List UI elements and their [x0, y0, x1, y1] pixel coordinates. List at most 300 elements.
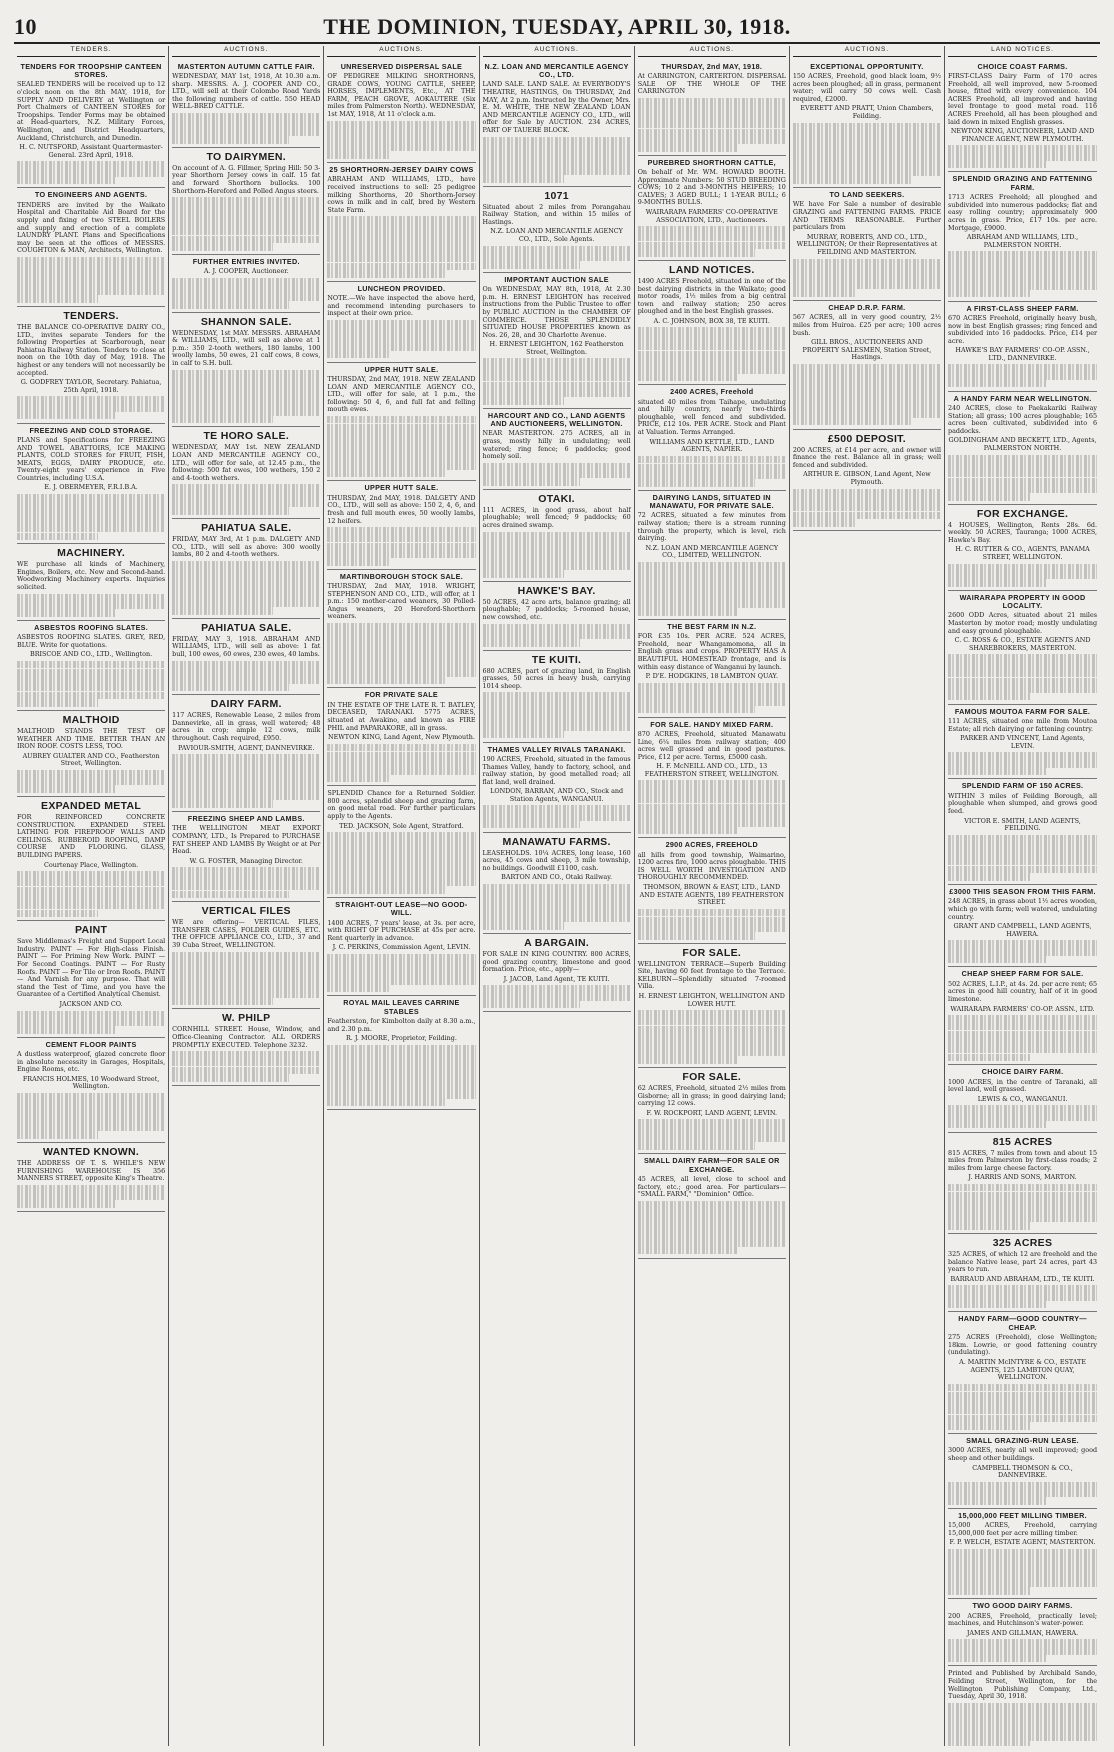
ad-body: 15,000 ACRES, Freehold, carrying 15,000,000 feet per acre milling timber. [948, 1521, 1098, 1537]
ad-body: LEASEHOLDS. 10¼ ACRES, long lease, 160 acres, 45 cows and sheep, 3 mile township, no buildings. Goodwill £1100, cash. [482, 848, 631, 872]
text-line [948, 752, 1097, 760]
ad-signature: GILL BROS., AUCTIONEERS AND PROPERTY SALESMEN, Station Street, Hastings. [802, 338, 932, 362]
text-line [948, 1293, 1097, 1301]
text-line [948, 478, 1097, 486]
text-line [483, 821, 581, 829]
text-line [483, 715, 631, 723]
text-line [327, 424, 475, 432]
advertisement [638, 156, 786, 261]
text-line [948, 1549, 1097, 1557]
text-line [172, 197, 320, 205]
advertisement [948, 1434, 1097, 1509]
text-line [483, 708, 631, 716]
text-line [638, 1142, 755, 1150]
text-line [172, 982, 320, 990]
text-line [172, 599, 320, 607]
text-line [948, 850, 1097, 858]
text-line [327, 962, 475, 970]
text-line [327, 462, 475, 470]
advertisement [638, 838, 786, 943]
text-line [638, 249, 755, 257]
text-line [948, 873, 1030, 881]
ad-body: 2600 ODD Acres, situated about 21 miles Masterton by motor road; mostly undulating and easy ground ploughable. [948, 611, 1098, 635]
ad-body: THE WELLINGTON MEAT EXPORT COMPANY, LTD., Is Prepared to PURCHASE FAT SHEEP AND LAMBS By Weight or at Per Head. [172, 824, 321, 856]
text-line [948, 693, 1030, 701]
text-line [327, 767, 475, 775]
text-line [948, 1105, 1097, 1113]
text-line [638, 608, 739, 616]
ad-title: 325 ACRES [992, 1237, 1053, 1249]
text-line [948, 1031, 1097, 1039]
advertisement [793, 301, 941, 429]
ad-body: situated 40 miles from Taihape, undulating and hilly country, nearly two-thirds ploughable, well fenced and subdivided. PRICE, £12 10s. PER ACRE. Stock and Plant at Valuation. Terms Arranged. [637, 397, 786, 437]
advertisement [948, 1599, 1097, 1666]
text-line [948, 1557, 1097, 1565]
advertisement [17, 188, 165, 307]
ad-title: PAHIATUA SALE. [201, 621, 292, 634]
ad-title: MALTHOID [62, 713, 120, 726]
text-line [638, 335, 786, 343]
text-line [17, 295, 98, 303]
advertisement [172, 902, 320, 1009]
text-line [172, 576, 320, 584]
text-line [638, 788, 786, 796]
advertisement [948, 172, 1097, 301]
text-line [17, 494, 165, 502]
ad-title: TO DAIRYMEN. [206, 150, 286, 163]
text-line [172, 301, 289, 309]
ad-signature: GRANT AND CAMPBELL, LAND AGENTS, HAWERA. [953, 922, 1092, 938]
text-line [327, 121, 475, 129]
column-1 [14, 46, 169, 1746]
ad-signature: H. C. RUTTER & CO., AGENTS, PANAMA STREET, WELLINGTON. [955, 545, 1090, 561]
text-line [638, 351, 786, 359]
text-line [638, 1135, 786, 1143]
ad-title: EXCEPTIONAL OPPORTUNITY. [810, 61, 924, 71]
text-line [172, 293, 320, 301]
text-line [172, 668, 320, 676]
text-line [793, 176, 913, 184]
advertisement [483, 934, 631, 1012]
ad-title: LAND NOTICES. [668, 263, 755, 276]
text-line [17, 502, 165, 510]
ad-body: WELLINGTON TERRACE—Superb Building Site, having 60 feet frontage to the Terrace. KELBURN—Splendidly situated 7-roomed Villa. [637, 959, 786, 991]
text-line [327, 447, 475, 455]
text-line [638, 1239, 786, 1247]
text-line [17, 265, 165, 273]
column-heading: AUCTIONS. [638, 46, 786, 57]
advertisement [948, 505, 1097, 591]
text-line [483, 160, 631, 168]
text-line [483, 167, 631, 175]
text-line [793, 364, 941, 372]
text-line [172, 1059, 320, 1067]
text-line [948, 564, 1097, 572]
advertisement [638, 1068, 786, 1154]
text-line [793, 169, 941, 177]
advertisement [483, 651, 631, 743]
text-line [327, 638, 475, 646]
text-line [638, 1247, 739, 1255]
text-line [17, 778, 165, 786]
text-line [483, 246, 631, 254]
text-line [17, 601, 165, 609]
text-line [17, 887, 165, 895]
text-line [793, 402, 941, 410]
ad-signature: G. GODFREY TAYLOR, Secretary. Pahiatua, 25th April, 1918. [20, 378, 162, 394]
text-line [793, 504, 941, 512]
text-line [948, 251, 1097, 259]
text-line [483, 555, 631, 563]
ad-body: WEDNESDAY, MAY 1st, 1918, At 10.30 a.m. sharp. MESSRS. A. J. COOPER AND CO., LTD., will sell at their Colombo Road Yards the following numbers of cattle. 550 HEAD WELL-BRED CATTLE. [172, 72, 321, 111]
text-line [948, 372, 1097, 380]
ad-body: ASBESTOS ROOFING SLATES. GREY, RED, BLUE. Write for quotations. [17, 633, 166, 649]
ad-body: 870 ACRES, Freehold, situated Manawatu Line, 6¼ miles from railway station; 400 acres well grassed and in good pastures. Price, £12 per acre. Terms, £5000 cash. [637, 729, 786, 761]
text-line [172, 952, 320, 960]
text-line [948, 654, 1097, 662]
text-line [327, 543, 475, 551]
advertisement [172, 60, 320, 148]
text-line [638, 1231, 786, 1239]
ad-title: UPPER HUTT SALE. [364, 364, 439, 374]
ad-body: FRIDAY, MAY 3rd, At 1 p.m. DALGETY AND CO., LTD., will sell as above: 300 woolly lambs, 80 2 and 4-tooth wethers. [172, 535, 321, 559]
text-line [483, 805, 631, 813]
text-line [172, 1074, 289, 1082]
text-line [638, 585, 786, 593]
ad-signature: J. HARRIS AND SONS, MARTON. [968, 1173, 1077, 1182]
ad-signature: H. F. McNEILL AND CO., LTD., 13 FEATHERSTON STREET, WELLINGTON. [644, 762, 779, 778]
text-line [638, 706, 755, 714]
advertisement [172, 619, 320, 696]
text-line [327, 1045, 475, 1053]
ad-title: CHOICE DAIRY FARM. [981, 1067, 1064, 1077]
advertisement [638, 60, 786, 156]
advertisement [948, 1666, 1097, 1746]
text-line [327, 239, 475, 247]
text-line [17, 910, 98, 918]
text-line [327, 661, 475, 669]
text-line [948, 274, 1097, 282]
advertisement [17, 921, 165, 1037]
advertisement [793, 430, 941, 531]
text-line [948, 290, 1030, 298]
ad-body: 62 ACRES, Freehold, situated 2½ miles from Gisborne; all in grass; in good dairying land; carrying 12 cows. [637, 1083, 786, 1108]
text-line [172, 205, 320, 213]
advertisement [948, 779, 1097, 885]
text-line [948, 1207, 1097, 1215]
ad-body: 1000 ACRES, in the centre of Taranaki, all level land, well grassed. [948, 1077, 1098, 1094]
text-line [483, 382, 631, 390]
text-line [172, 377, 320, 385]
text-line [172, 408, 320, 416]
text-line [638, 917, 786, 925]
ad-title: £500 DEPOSIT. [827, 432, 906, 445]
ad-title: 2900 ACRES, FREEHOLD [665, 840, 758, 850]
advertisement [327, 481, 475, 569]
ad-body: FOR SALE IN KING COUNTRY. 800 ACRES, good grazing country, limestone and good formation. Price, etc., apply— [482, 950, 631, 974]
text-line [638, 924, 786, 932]
text-line [948, 858, 1097, 866]
text-line [948, 1023, 1097, 1031]
ad-title: THAMES VALLEY RIVALS TARANAKI. [487, 744, 626, 754]
text-line [17, 1011, 165, 1019]
ad-signature: P. D'E. HODGKINS, 18 LAMBTON QUAY. [645, 672, 778, 681]
advertisement [793, 60, 941, 188]
text-line [948, 1580, 1097, 1588]
text-line [483, 631, 631, 639]
ad-title: DAIRY FARM. [210, 698, 282, 711]
ad-title: UPPER HUTT SALE. [364, 483, 439, 493]
ad-title: CHEAP D.R.P. FARM. [828, 303, 906, 313]
text-line [17, 257, 165, 265]
ad-title: SPLENDID FARM OF 150 ACRES. [961, 781, 1084, 791]
text-line [638, 1049, 786, 1057]
column-heading: TENDERS. [17, 46, 165, 57]
text-line [17, 1101, 165, 1109]
advertisement [483, 833, 631, 935]
ad-signature: A. C. JOHNSON, BOX 38, TE KUITI. [653, 316, 770, 325]
text-line [638, 234, 786, 242]
ad-signature: BRISCOE AND CO., LTD., Wellington. [30, 650, 153, 659]
text-line [327, 677, 447, 685]
text-line [483, 358, 631, 366]
ad-signature: J. C. PERKINS, Commission Agent, LEVIN. [332, 943, 471, 952]
ad-body: 502 ACRES, L.I.P., at 4s. 2d. per acre rent; 65 acres in good hill country, half of it in good limestone. [948, 979, 1098, 1003]
text-line [638, 1224, 786, 1232]
ad-title: MARTINBOROUGH STOCK SALE. [339, 571, 464, 581]
ad-body: 1400 ACRES, 7 years' lease, at 3s. per acre, with RIGHT OF PURCHASE at 45s per acre. Rent quarterly in advance. [327, 918, 476, 942]
ad-title: TO LAND SEEKERS. [829, 190, 905, 200]
ad-body: WEDNESDAY, MAY 1st. NEW ZEALAND LOAN AND MERCANTILE AGENCY CO., LTD., will offer for sale, at 12.45 p.m., the following: 500 fat ewes, 100 wethers, 150 2 and 4-tooth wethers. [172, 443, 321, 482]
text-line [483, 374, 631, 382]
text-line [948, 1199, 1097, 1207]
advertisement [327, 570, 475, 689]
advertisement [948, 1234, 1097, 1312]
text-line [327, 832, 475, 840]
text-line [17, 609, 115, 617]
advertisement [948, 591, 1097, 705]
text-line [483, 389, 631, 397]
ad-body: FIRST-CLASS Dairy Farm of 170 acres Freehold, all well improved, new 5-roomed house, fitted with every convenience. 104 ACRES Freehold, all improved and having level frontage to good metal road. 116 ACRES Freehold, all has been ploughed and laid down in mixed English grasses. [948, 72, 1098, 126]
column-4 [480, 46, 635, 1746]
text-line [948, 768, 1046, 776]
text-line [327, 232, 475, 240]
advertisement [327, 688, 475, 786]
text-line [327, 977, 475, 985]
ad-title: UNRESERVED DISPERSAL SALE [340, 61, 463, 71]
text-line [17, 1018, 165, 1026]
text-line [483, 539, 631, 547]
ad-body: 200 ACRES, Freehold, practically level; machines, and Hutchinson's water-power. [948, 1611, 1098, 1628]
text-line [17, 533, 98, 541]
text-line [483, 1001, 581, 1009]
masthead [14, 6, 1100, 40]
text-line [948, 485, 1097, 493]
ad-body: 72 ACRES, situated a few minutes from railway station; there is a stream running through the property, which is level, rich dairying. [637, 511, 786, 543]
ad-body: OF PEDIGREE MILKING SHORTHORNS, GRADE COWS, YOUNG CATTLE, SHEEP, HORSES, IMPLEMENTS, Etc., AT THE FARM, PEACH GROVE, AOKAUTERE (Six miles from Palmerston North). WEDNESDAY, 1st MAY, 1918, At 11 o'clock a.m. [327, 72, 476, 118]
text-line [638, 121, 786, 129]
text-line [638, 811, 786, 819]
advertisement [948, 885, 1097, 967]
ad-signature: N.Z. LOAN AND MERCANTILE AGENCY CO., LTD., Sole Agents. [490, 227, 623, 244]
text-line [948, 1222, 1030, 1230]
text-line [948, 842, 1097, 850]
advertisement [638, 718, 786, 839]
ad-body: 1713 ACRES Freehold; all ploughed and subdivided into numerous paddocks; flat and easy rolling country; approximately 900 acres in grass. Price, £17 10s. per acre. Mortgage, £9000. [948, 193, 1098, 232]
text-line [172, 236, 320, 244]
text-line [638, 343, 786, 351]
column-5 [635, 46, 790, 1746]
text-line [948, 1422, 1030, 1430]
ad-signature: NEWTON KING, Land Agent, New Plymouth. [327, 733, 475, 742]
ad-signature: MURRAY, ROBERTS, AND CO., LTD., WELLINGTON; Or their Representatives at FEILDING AND MASTERTON. [796, 232, 938, 257]
ad-body: IN THE ESTATE OF THE LATE R. T. BATLEY, DECEASED, TARANAKI. 5775 ACRES, situated at Awakino, and known as FIRE PHIL and PAPARAKORE, all in grass. [327, 700, 476, 732]
text-line [483, 985, 631, 993]
text-line [17, 272, 165, 280]
ad-title: FAMOUS MOUTOA FARM FOR SALE. [954, 706, 1091, 716]
advertisement [948, 60, 1097, 173]
ad-body: 680 ACRES, part of grazing land, in English grasses, 50 acres in heavy bush, carrying 1014 sheep. [482, 666, 631, 690]
ad-title: EXPANDED METAL [41, 799, 142, 812]
ad-body: On account of A. G. Fillmer, Spring Hill: 50 3-year Shorthorn Jersey cows in calf. 15 fat and forward Shorthorn bullocks. 100 Shorthorn-Hereford and Polled Angus steers. [172, 163, 321, 195]
ad-signature: AUBREY GUALTER AND CO., Featherston Street, Wellington. [22, 751, 160, 768]
text-line [17, 1193, 165, 1201]
advertisement [638, 491, 786, 620]
text-line [793, 138, 941, 146]
text-line [948, 571, 1097, 579]
text-line [17, 412, 115, 420]
text-line [638, 226, 786, 234]
text-line [172, 684, 289, 692]
text-line [638, 698, 786, 706]
text-line [327, 840, 475, 848]
advertisement [638, 1154, 786, 1258]
advertisement [948, 1065, 1097, 1132]
page-number: 10 [14, 14, 37, 39]
ad-body: 111 ACRES, situated one mile from Moutoa Estate; all rich dairying or fattening country. [948, 716, 1098, 733]
text-line [327, 439, 475, 447]
text-line [948, 670, 1097, 678]
ad-title: FURTHER ENTRIES INVITED. [192, 256, 300, 266]
ad-body: Printed and Published by Archibald Sando, Feilding Street, Wellington, for the Wellington Publishing Company, Ltd., Tuesday, April 30, 1918. [948, 1669, 1098, 1701]
text-line [638, 780, 786, 788]
text-line [948, 1572, 1097, 1580]
ad-title: DAIRYING LANDS, SITUATED IN MANAWATU, FOR PRIVATE SALE. [649, 492, 774, 510]
text-line [948, 866, 1097, 874]
text-line [17, 169, 165, 177]
ad-signature: F. P. WELCH, ESTATE AGENT, MASTERTON. [949, 1538, 1096, 1547]
text-line [17, 404, 165, 412]
ad-title: HAWKE'S BAY. [517, 584, 596, 597]
text-line [948, 1489, 1097, 1497]
text-line [327, 969, 475, 977]
ad-title: CEMENT FLOOR PAINTS [45, 1039, 137, 1049]
text-line [327, 335, 475, 343]
column-heading: AUCTIONS. [483, 46, 631, 57]
ad-title: 1071 [544, 189, 569, 202]
text-line [172, 416, 273, 424]
advertisement [327, 786, 475, 897]
ad-title: PUREBRED SHORTHORN CATTLE, [647, 157, 776, 167]
text-line [327, 1083, 475, 1091]
advertisement [948, 302, 1097, 392]
text-line [638, 1119, 786, 1127]
ad-title: FOR PRIVATE SALE [364, 690, 439, 700]
ad-signature: GOLDINGHAM AND BECKETT, LTD., Agents, PALMERSTON NORTH. [948, 436, 1097, 452]
ad-title: 2400 ACRES, Freehold [670, 387, 754, 397]
text-line [327, 1099, 447, 1107]
text-line [948, 145, 1097, 153]
text-line [948, 364, 1097, 372]
ad-body: 670 ACRES Freehold, originally heavy bush, now in best English grasses; ring fenced and subdivided into 16 paddocks. Price, £14 per acre. [948, 313, 1098, 345]
ad-body: 117 ACRES, Renewable Lease, 2 miles from Dannevirke, all in grass, well watered; 48 acres in crop; ample 12 cows, milk throughout. Cash required, £950. [172, 711, 321, 743]
text-line [327, 878, 475, 886]
text-line [483, 723, 631, 731]
text-line [17, 1026, 115, 1034]
text-line [793, 161, 941, 169]
ad-title: TENDERS FOR TROOPSHIP CANTEEN STORES. [20, 61, 162, 79]
text-line [948, 1121, 1046, 1129]
text-line [17, 517, 165, 525]
ad-title: HANDY FARM—GOOD COUNTRY—CHEAP. [958, 1314, 1087, 1332]
advertisement [948, 705, 1097, 780]
text-line [327, 224, 475, 232]
ad-body: CORNHILL STREET. House, Window, and Office-Cleaning Contractor. ALL ORDERS PROMPTLY EXECUTED. Telephone 3232. [172, 1025, 321, 1049]
ad-title: 815 ACRES [992, 1135, 1053, 1148]
text-line [638, 366, 786, 374]
text-line [17, 894, 165, 902]
ad-signature: LONDON, BARRAN, AND CO., Stock and Station Agents, WANGANUI. [490, 787, 624, 803]
text-line [172, 785, 320, 793]
ad-title: IMPORTANT AUCTION SALE [504, 274, 609, 284]
text-line [638, 1018, 786, 1026]
ad-title: TENDERS. [63, 310, 119, 323]
text-line [17, 1108, 165, 1116]
ad-title: 25 SHORTHORN-JERSEY DAIRY COWS [329, 165, 474, 174]
text-line [483, 463, 631, 471]
text-line [172, 500, 320, 508]
text-line [483, 922, 564, 930]
text-line [638, 593, 786, 601]
text-line [483, 731, 564, 739]
ad-title: CHOICE COAST FARMS. [977, 61, 1068, 71]
text-line [948, 1399, 1097, 1407]
ad-body: 567 ACRES, all in very good country, 2½ miles from Huiroa. £25 per acre; 100 acres bush. [792, 313, 942, 337]
text-line [327, 654, 475, 662]
text-line [17, 396, 165, 404]
text-line [793, 153, 941, 161]
text-line [327, 848, 475, 856]
text-line [327, 646, 475, 654]
text-line [483, 366, 631, 374]
text-line [327, 558, 389, 566]
text-line [638, 1033, 786, 1041]
ad-title: A BARGAIN. [524, 937, 590, 950]
advertisement [172, 1009, 320, 1086]
ad-signature: THOMSON, BROWN & EAST, LTD., LAND AND ESTATE AGENTS, 189 FEATHERSTON STREET. [639, 883, 784, 907]
text-line [638, 562, 786, 570]
text-line [327, 416, 475, 424]
text-line [948, 956, 1046, 964]
advertisement [638, 261, 786, 385]
text-line [17, 879, 165, 887]
text-line [948, 1285, 1097, 1293]
advertisement [17, 1038, 165, 1144]
text-line [483, 478, 581, 486]
text-line [172, 875, 320, 883]
text-line [948, 1741, 1030, 1746]
text-line [17, 1093, 165, 1101]
